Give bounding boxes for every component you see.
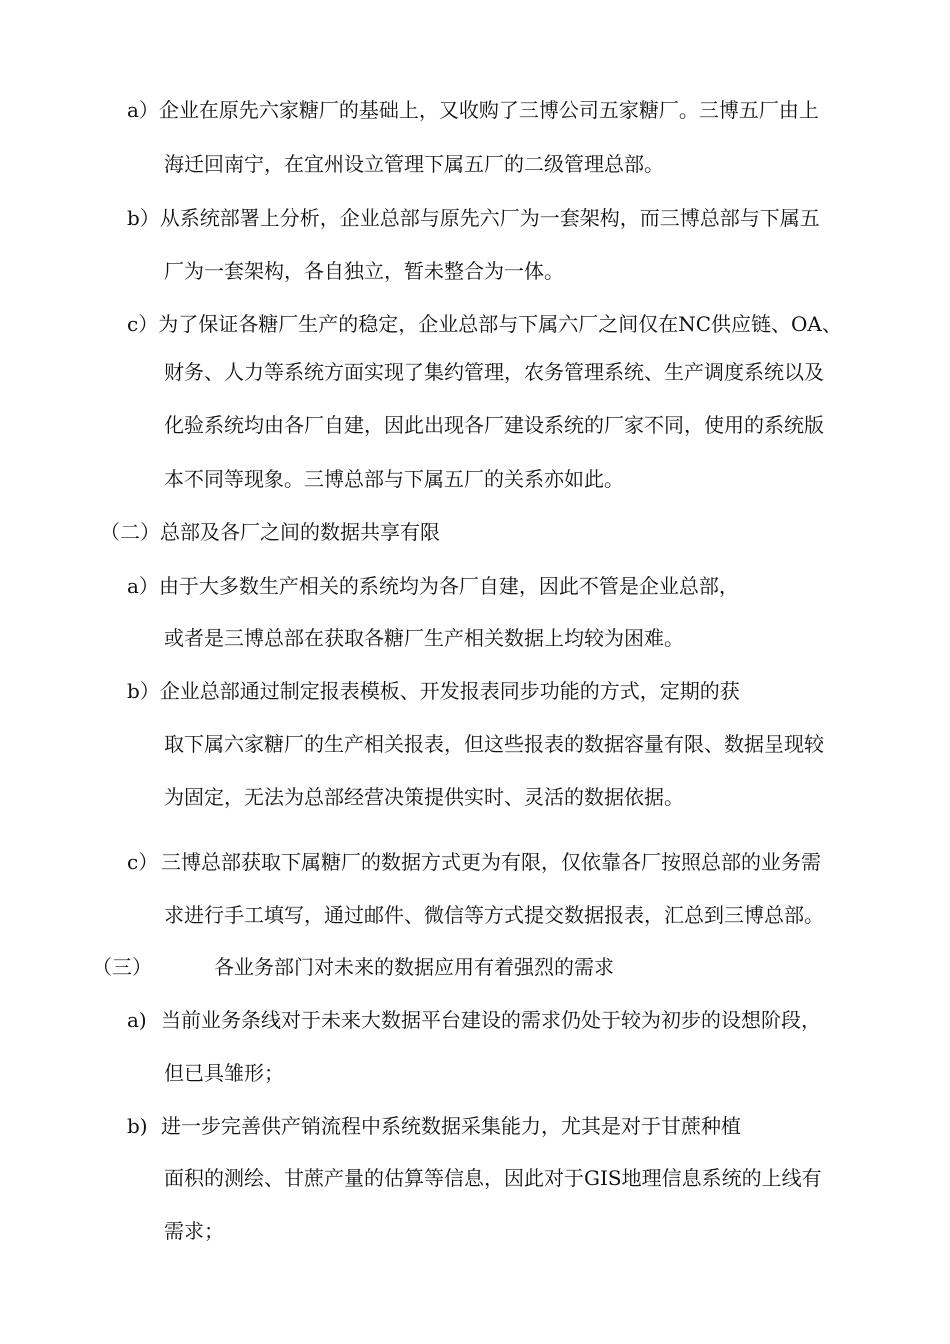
section-number: （三）: [92, 955, 152, 979]
list-item-b: [127, 1112, 741, 1140]
item-label: a）: [127, 98, 159, 122]
item-label: c）: [127, 312, 159, 336]
list-item-a: [127, 96, 819, 124]
list-item-b: [127, 204, 820, 232]
section-title: 各业务部门对未来的数据应用有着强烈的需求: [214, 955, 614, 979]
item-label: b）: [127, 206, 160, 230]
item-label: c）: [127, 850, 159, 874]
item-text: 为了保证各糖厂生产的稳定，企业总部与下属六厂之间仅在NC供应链、OA、: [158, 312, 842, 336]
list-item-continuation: 需求；: [164, 1219, 224, 1243]
list-item-c: [127, 310, 842, 338]
list-item-a: [127, 1006, 821, 1034]
item-label: a): [127, 1008, 147, 1032]
item-label: b）: [127, 679, 160, 703]
section-heading: [92, 953, 614, 981]
item-text: 由于大多数生产相关的系统均为各厂自建，因此不管是企业总部，: [158, 574, 739, 598]
item-text: 当前业务条线对于未来大数据平台建设的需求仍处于较为初步的设想阶段，: [161, 1008, 821, 1032]
item-text: 进一步完善供产销流程中系统数据采集能力，尤其是对于甘蔗种植: [161, 1114, 741, 1138]
section-heading: （二）总部及各厂之间的数据共享有限: [100, 520, 440, 544]
list-item-continuation: 财务、人力等系统方面实现了集约管理，农务管理系统、生产调度系统以及: [164, 360, 824, 384]
item-text: 企业总部通过制定报表模板、开发报表同步功能的方式，定期的获: [159, 679, 740, 703]
list-item-continuation: 海迁回南宁，在宜州设立管理下属五厂的二级管理总部。: [164, 152, 664, 176]
item-label: b): [127, 1114, 148, 1138]
list-item-continuation: 化验系统均由各厂自建，因此出现各厂建设系统的厂家不同，使用的系统版: [164, 413, 824, 437]
item-text: 从系统部署上分析，企业总部与原先六厂为一套架构，而三博总部与下属五: [159, 206, 820, 230]
list-item-continuation: 取下属六家糖厂的生产相关报表，但这些报表的数据容量有限、数据呈现较: [164, 732, 824, 756]
list-item-b: [127, 677, 740, 705]
list-item-continuation: 或者是三博总部在获取各糖厂生产相关数据上均较为困难。: [164, 626, 684, 650]
list-item-c: [127, 848, 821, 876]
list-item-continuation: 求进行手工填写，通过邮件、微信等方式提交数据报表，汇总到三博总部。: [164, 903, 824, 927]
list-item-continuation: 但已具雏形；: [164, 1061, 284, 1085]
list-item-continuation: 为固定，无法为总部经营决策提供实时、灵活的数据依据。: [164, 785, 684, 809]
list-item-continuation: 厂为一套架构，各自独立，暂未整合为一体。: [164, 259, 564, 283]
list-item-continuation: 本不同等现象。三博总部与下属五厂的关系亦如此。: [164, 467, 624, 491]
item-text: 企业在原先六家糖厂的基础上，又收购了三博公司五家糖厂。三博五厂由上: [158, 98, 819, 122]
item-label: a）: [127, 574, 159, 598]
item-text: 三博总部获取下属糖厂的数据方式更为有限，仅依靠各厂按照总部的业务需: [161, 850, 821, 874]
list-item-a: [127, 572, 739, 600]
list-item-continuation: 面积的测绘、甘蔗产量的估算等信息，因此对于GIS地理信息系统的上线有: [164, 1166, 822, 1190]
